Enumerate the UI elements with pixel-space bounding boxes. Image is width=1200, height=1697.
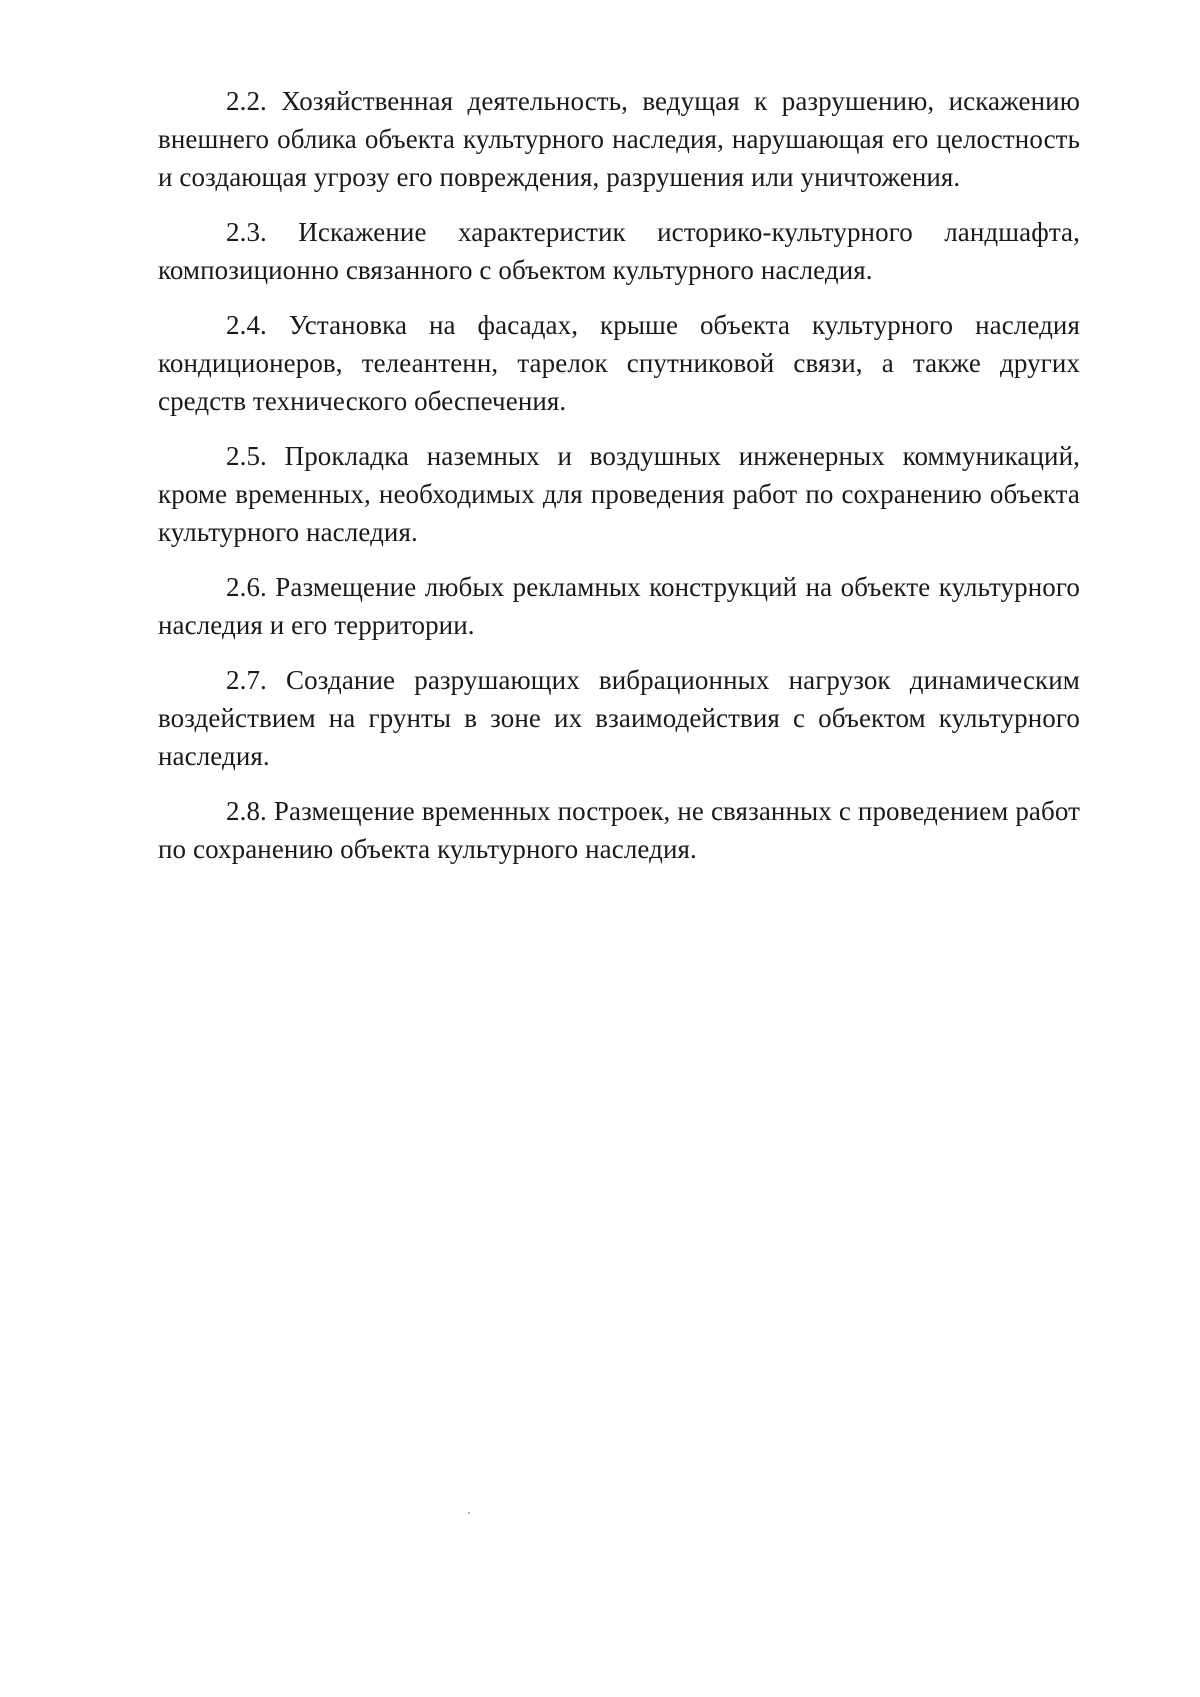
scan-speck — [468, 1512, 470, 1514]
document-body — [158, 82, 1080, 885]
paragraph-2-4: 2.4. Установка на фасадах, крыше объекта культурного наследия кондиционеров, телеантенн, тарелок спутниковой связи, а также других средств технического обеспечения. — [158, 310, 1080, 416]
paragraph-2-8: 2.8. Размещение временных построек, не связанных с проведением работ по сохранению объекта культурного наследия. — [158, 796, 1080, 864]
paragraph-2-3: 2.3. Искажение характеристик историко-культурного ландшафта, композиционно связанного с объектом культурного наследия. — [158, 217, 1080, 285]
paragraph-2-2: 2.2. Хозяйственная деятельность, ведущая к разрушению, искажению внешнего облика объекта культурного наследия, нарушающая его целостность и создающая угрозу его повреждения, разрушения или уничтожения. — [158, 86, 1080, 192]
paragraph-2-5: 2.5. Прокладка наземных и воздушных инженерных коммуникаций, кроме временных, необходимых для проведения работ по сохранению объекта культурного наследия. — [158, 441, 1080, 547]
paragraph-2-7: 2.7. Создание разрушающих вибрационных нагрузок динамическим воздействием на грунты в зоне их взаимодействия с объектом культурного наследия. — [158, 665, 1080, 771]
paragraph-2-6: 2.6. Размещение любых рекламных конструкций на объекте культурного наследия и его территории. — [158, 572, 1080, 640]
